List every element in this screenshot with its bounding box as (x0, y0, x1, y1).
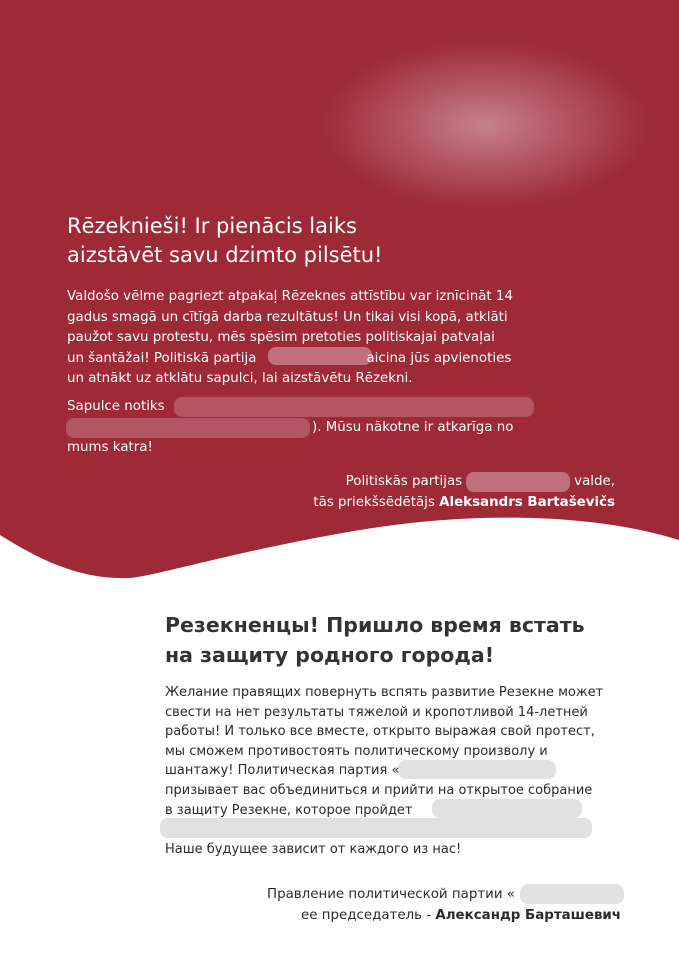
ru-heading (165, 610, 585, 670)
ru-body-line: работы! И только все вместе, открыто выражая свой протест, (165, 724, 595, 740)
ru-body-line: в защиту Резекне, которое пройдет (165, 802, 413, 818)
ru-body-paragraph (165, 683, 603, 859)
lv-body-line: un atnākt uz atklātu sapulci, lai aizstāvētu Rēzekni. (67, 371, 413, 386)
ru-body-line: мы сможем противостоять политическому произволу и (165, 743, 548, 759)
lv-heading-line: aizstāvēt savu dzimto pilsētu! (67, 243, 383, 267)
ru-signature-title: ее председатель - (300, 907, 432, 923)
lv-body-line: gadus smagā un cītīgā darba rezultātus! Un tikai visi kopā, atklāti (67, 309, 508, 325)
ru-body-line: шантажу! Политическая партия « (165, 763, 400, 779)
lv-body-line: Valdošo vēlme pagriezt atpakaļ Rēzeknes attīstību var iznīcināt 14 (67, 289, 513, 304)
ru-body-line-blank (165, 820, 603, 840)
lv-body-line-part: un šantāžai! Politiskā partija (67, 350, 257, 366)
ru-body-line: Наше будущее зависит от каждого из нас! (165, 841, 462, 857)
ru-signature-line-1 (267, 885, 621, 906)
ru-body-line: призывает вас объединиться и прийти на открытое собрание (165, 782, 593, 798)
blurred-logo (320, 40, 650, 210)
lv-heading (67, 212, 487, 270)
ru-signature-line-2 (267, 906, 621, 927)
lv-body-line-part: aicina jūs apvienoties (366, 350, 512, 366)
ru-body-line: свести на нет результаты тяжелой и кропотливой 14-летней (165, 704, 588, 720)
lv-signature-line-2 (313, 493, 615, 514)
lv-signature-name: Aleksandrs Bartaševičs (439, 494, 615, 510)
lv-meeting-line: Sapulce notiks (67, 399, 165, 414)
lv-meeting-paragraph (67, 397, 567, 459)
ru-heading-line: Резекненцы! Пришло время встать (165, 613, 585, 637)
lv-signature (313, 472, 615, 513)
lv-signature-prefix: Politiskās partijas (345, 474, 463, 489)
lv-body-line: paužot savu protestu, mēs spēsim pretoties politiskajai patvaļai (67, 330, 495, 345)
ru-heading-line: на защиту родного города! (165, 643, 495, 667)
ru-signature-prefix: Правление политической партии « (267, 887, 515, 902)
ru-body-line: Желание правящих повернуть вспять развитие Резекне может (165, 685, 604, 700)
ru-signature (267, 885, 621, 926)
lv-body-paragraph (67, 287, 567, 390)
lv-meeting-line: ). Mūsu nākotne ir atkarīga no (312, 419, 514, 435)
lv-body-line (67, 349, 567, 370)
ru-signature-name: Александр Барташевич (435, 907, 621, 923)
lv-signature-line-1 (313, 472, 615, 493)
lv-signature-title: tās priekšsēdētājs (313, 494, 435, 510)
lv-signature-suffix: valde, (574, 474, 615, 489)
lv-meeting-line: mums katra! (67, 440, 153, 455)
lv-heading-line: Rēzeknieši! Ir pienācis laiks (67, 214, 357, 238)
